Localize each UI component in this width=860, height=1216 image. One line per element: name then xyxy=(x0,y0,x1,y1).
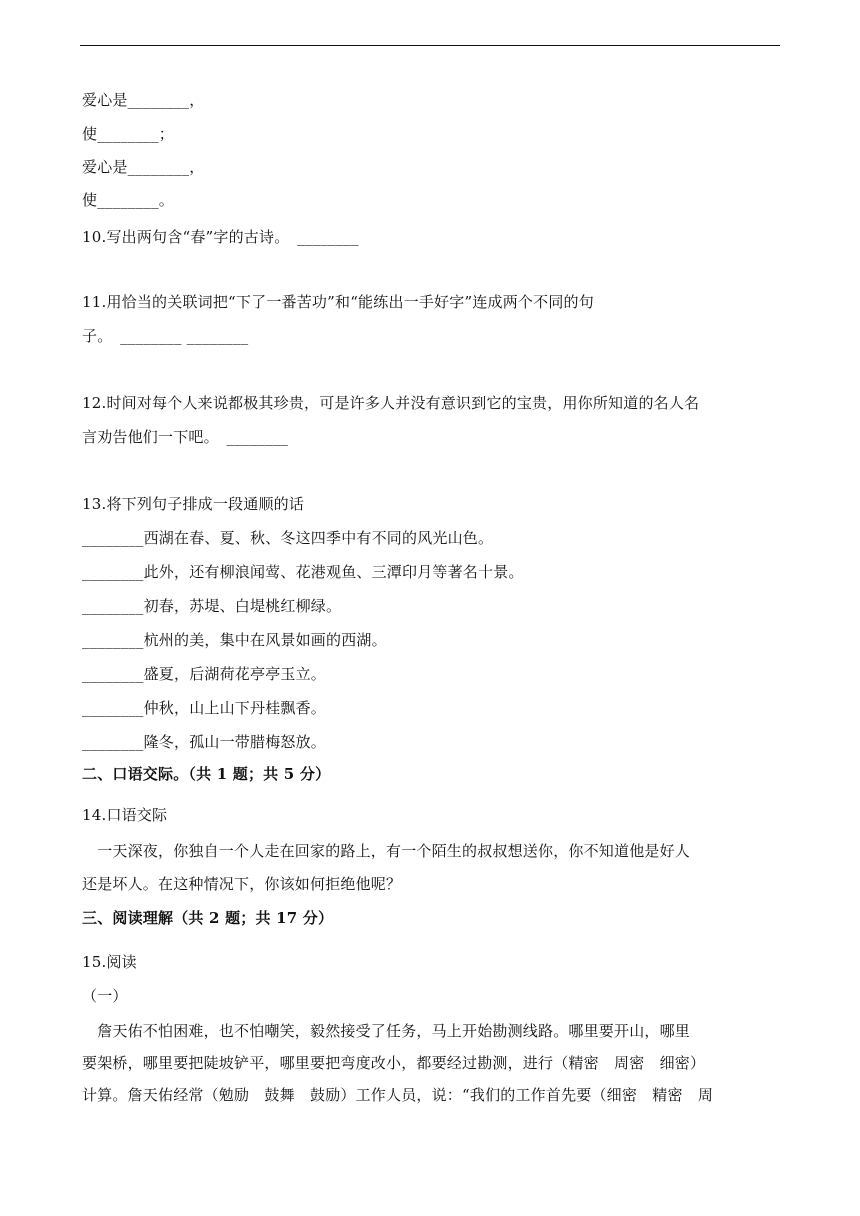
question-14: 14.口语交际 xyxy=(82,806,168,824)
line-make-2: 使________。 xyxy=(82,191,175,209)
question-14-text-2: 还是坏人。在这种情况下，你该如何拒绝他呢？ xyxy=(82,875,402,893)
section-2-heading: 二、口语交际。（共 1 题；共 5 分） xyxy=(82,765,331,783)
sentence-5: ________盛夏，后湖荷花亭亭玉立。 xyxy=(82,665,327,683)
question-10: 10.写出两句含“春”字的古诗。 ________ xyxy=(82,228,359,246)
question-15: 15.阅读 xyxy=(82,953,137,971)
header-rule xyxy=(80,45,780,46)
sentence-6: ________仲秋，山上山下丹桂飘香。 xyxy=(82,699,327,717)
question-11-line-2: 子。 ________ ________ xyxy=(82,327,249,345)
line-love-2: 爱心是________， xyxy=(82,158,205,176)
passage-line-2: 要架桥，哪里要把陡坡铲平，哪里要把弯度改小，都要经过勘测，进行（精密 周密 细密） xyxy=(82,1054,706,1072)
line-love-1: 爱心是________， xyxy=(82,91,205,109)
section-3-heading: 三、阅读理解（共 2 题；共 17 分） xyxy=(82,909,334,927)
question-14-text-1: 一天深夜，你独自一个人走在回家的路上，有一个陌生的叔叔想送你，你不知道他是好人 xyxy=(82,842,691,860)
passage-line-1: 詹天佑不怕困难，也不怕嘲笑，毅然接受了任务，马上开始勘测线路。哪里要开山，哪里 xyxy=(82,1022,691,1040)
sentence-4: ________杭州的美，集中在风景如画的西湖。 xyxy=(82,631,387,649)
question-12-line-2: 言劝告他们一下吧。 ________ xyxy=(82,428,289,446)
question-13: 13.将下列句子排成一段通顺的话 xyxy=(82,495,305,513)
line-make-1: 使________； xyxy=(82,125,175,143)
passage-line-3: 计算。詹天佑经常（勉励 鼓舞 鼓励）工作人员，说：“我们的工作首先要（细密 精密 周 xyxy=(82,1086,714,1104)
sentence-3: ________初春，苏堤、白堤桃红柳绿。 xyxy=(82,597,342,615)
question-12-line-1: 12.时间对每个人来说都极其珍贵，可是许多人并没有意识到它的宝贵，用你所知道的名人名 xyxy=(82,394,700,412)
question-11-line-1: 11.用恰当的关联词把“下了一番苦功”和“能练出一手好字”连成两个不同的句 xyxy=(82,293,594,311)
passage-part-1: （一） xyxy=(82,987,128,1005)
sentence-1: ________西湖在春、夏、秋、冬这四季中有不同的风光山色。 xyxy=(82,529,494,547)
sentence-7: ________隆冬，孤山一带腊梅怒放。 xyxy=(82,733,327,751)
sentence-2: ________此外，还有柳浪闻莺、花港观鱼、三潭印月等著名十景。 xyxy=(82,563,524,581)
